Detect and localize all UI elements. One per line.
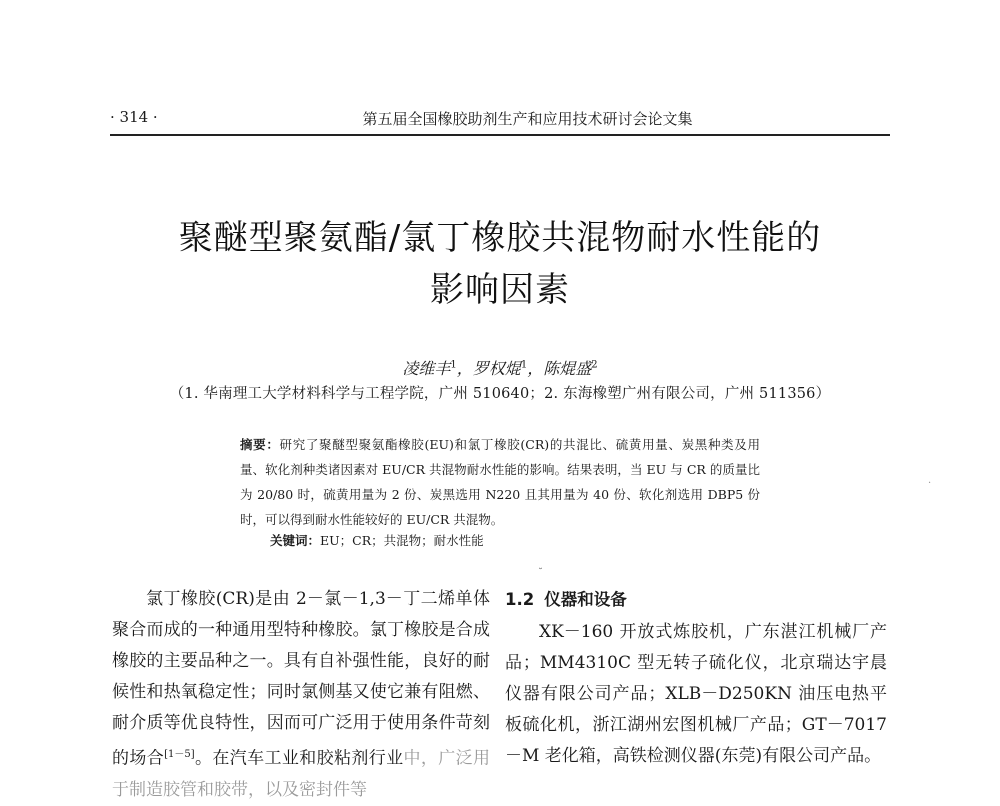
citation-ref: [1－5] [164,749,195,760]
author-affil-mark: 2 [591,359,598,371]
keywords [270,531,750,551]
paper-title-line-2: 影响因素 [430,270,570,310]
scan-speck: ˘ [538,568,543,579]
header-rule [110,134,890,136]
paper-title-line-1: 聚醚型聚氨酯/氯丁橡胶共混物耐水性能的 [178,218,822,258]
abstract-label: 摘要： [240,437,280,452]
intro-text: 氯丁橡胶(CR)是由 2－氯－1,3－丁二烯单体聚合而成的一种通用型特种橡胶。氯丁橡胶是合成橡胶的主要品种之一。具有自补强性能，良好的耐候性和热氧稳定性；同时氯侧基又使它兼有阻燃、耐介质等优良特性，因而可广泛用于使用条件苛刻的场合 [112,589,490,769]
author-name: 罗权焜 [472,359,521,378]
scan-speck: · [928,478,932,489]
abstract-text: 研究了聚醚型聚氨酯橡胶(EU)和氯丁橡胶(CR)的共混比、硫黄用量、炭黑种类及用量、软化剂种类诸因素对 EU/CR 共混物耐水性能的影响。结果表明，当 EU 与 CR 的质量比为 20/80 时，硫黄用量为 2 份、炭黑选用 N220 且其用量为 40 份、软化剂选用 DBP5 份时，可以得到耐水性能较好的 EU/CR 共混物。 [240,437,760,527]
affiliations: （1. 华南理工大学材料科学与工程学院，广州 510640；2. 东海橡塑广州有限公司，广州 511356） [169,386,831,402]
keywords-text: EU；CR；共混物；耐水性能 [320,533,484,548]
section-number: 1.2 [505,590,535,609]
body-column-left [112,584,490,806]
author-name: 陈焜盛 [543,359,592,378]
page-header [110,100,890,134]
intro-tail: 。在汽车工业和胶粘剂行业 [194,748,404,769]
intro-paragraph [112,584,490,806]
section-heading [505,584,887,615]
section-title: 仪器和设备 [544,590,627,609]
body-column-right [505,584,887,772]
running-title: 第五届全国橡胶助剂生产和应用技术研讨会论文集 [362,110,693,128]
intro-cut-line: 中，广泛用于制造胶管和胶带，以及密封件等 [112,748,491,800]
abstract [240,432,760,532]
page-number: · 314 · [110,108,158,126]
author-name: 凌维丰 [402,359,451,378]
keywords-label: 关键词： [270,533,321,548]
author-list: 凌维丰$^1$，罗权焜$^1$，陈焜盛$^2$ [402,359,598,378]
author-affil-mark: 1 [450,359,457,371]
author-affil-mark: 1 [520,359,528,371]
equipment-paragraph: XK－160 开放式炼胶机，广东湛江机械厂产品；MM4310C 型无转子硫化仪，北京瑞达宇晨仪器有限公司产品；XLB－D250KN 油压电热平板硫化机，浙江湖州宏图机械厂产品；GT－7017－M 老化箱，高铁检测仪器(东莞)有限公司产品。 [505,622,887,766]
